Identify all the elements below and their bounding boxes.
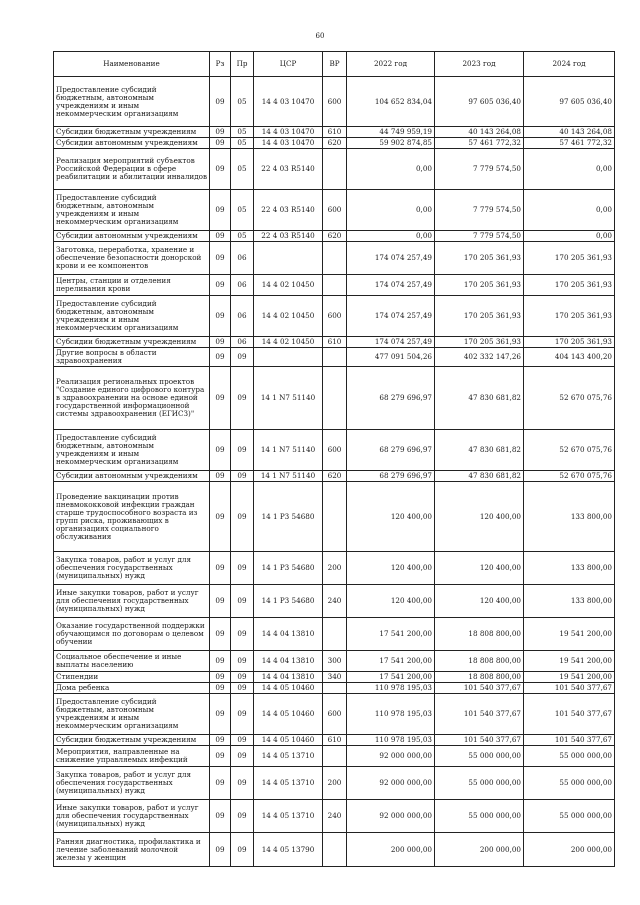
cell-2024: 40 143 264,08 xyxy=(524,127,615,138)
cell-2024: 19 541 200,00 xyxy=(524,651,615,672)
cell-expense-type: 240 xyxy=(323,800,347,833)
cell-target-article: 14 4 05 10460 xyxy=(254,683,323,694)
cell-2023: 47 830 681,82 xyxy=(435,471,524,482)
cell-2024: 19 541 200,00 xyxy=(524,618,615,651)
cell-expense-type: 240 xyxy=(323,585,347,618)
cell-section: 09 xyxy=(210,672,231,683)
cell-2022: 174 074 257,49 xyxy=(347,275,435,296)
cell-section: 09 xyxy=(210,767,231,800)
cell-subsection: 09 xyxy=(231,735,254,746)
cell-2022: 174 074 257,49 xyxy=(347,337,435,348)
cell-target-article xyxy=(254,242,323,275)
table-row xyxy=(54,242,615,275)
cell-section: 09 xyxy=(210,800,231,833)
cell-2023: 120 400,00 xyxy=(435,482,524,552)
cell-target-article: 14 4 05 13710 xyxy=(254,800,323,833)
table-row xyxy=(54,694,615,735)
cell-2023: 47 830 681,82 xyxy=(435,367,524,430)
cell-expense-type xyxy=(323,348,347,367)
cell-2024: 0,00 xyxy=(524,231,615,242)
cell-2023: 170 205 361,93 xyxy=(435,242,524,275)
cell-2023: 101 540 377,67 xyxy=(435,735,524,746)
cell-section: 09 xyxy=(210,149,231,190)
table-row xyxy=(54,149,615,190)
cell-2023: 7 779 574,50 xyxy=(435,231,524,242)
cell-2022: 92 000 000,00 xyxy=(347,800,435,833)
cell-target-article: 22 4 03 R5140 xyxy=(254,190,323,231)
cell-2024: 101 540 377,67 xyxy=(524,694,615,735)
cell-2024: 57 461 772,32 xyxy=(524,138,615,149)
cell-subsection: 09 xyxy=(231,367,254,430)
cell-subsection: 09 xyxy=(231,833,254,867)
cell-2022: 0,00 xyxy=(347,149,435,190)
cell-2022: 68 279 696,97 xyxy=(347,471,435,482)
cell-name: Реализация региональных проектов "Создание единого цифрового контура в здравоохранении на основе единой государственной информационной системы здравоохранения (ЕГИСЗ)" xyxy=(54,367,210,430)
cell-2024: 55 000 000,00 xyxy=(524,800,615,833)
cell-target-article: 14 4 04 13810 xyxy=(254,618,323,651)
cell-target-article: 14 4 04 13810 xyxy=(254,651,323,672)
cell-subsection: 09 xyxy=(231,430,254,471)
cell-subsection: 06 xyxy=(231,337,254,348)
cell-section: 09 xyxy=(210,430,231,471)
cell-name: Субсидии автономным учреждениям xyxy=(54,138,210,149)
cell-expense-type: 620 xyxy=(323,138,347,149)
cell-name: Закупка товаров, работ и услуг для обеспечения государственных (муниципальных) нужд xyxy=(54,767,210,800)
budget-table xyxy=(53,51,615,867)
cell-target-article xyxy=(254,348,323,367)
cell-2022: 200 000,00 xyxy=(347,833,435,867)
cell-subsection: 09 xyxy=(231,618,254,651)
cell-2024: 170 205 361,93 xyxy=(524,242,615,275)
cell-section: 09 xyxy=(210,138,231,149)
cell-2024: 170 205 361,93 xyxy=(524,296,615,337)
cell-subsection: 06 xyxy=(231,275,254,296)
cell-name: Стипендии xyxy=(54,672,210,683)
cell-2023: 18 808 800,00 xyxy=(435,672,524,683)
cell-expense-type: 340 xyxy=(323,672,347,683)
cell-expense-type: 200 xyxy=(323,767,347,800)
column-header-year-2023: 2023 год xyxy=(435,52,524,77)
cell-name: Иные закупки товаров, работ и услуг для обеспечения государственных (муниципальных) нужд xyxy=(54,585,210,618)
table-row xyxy=(54,683,615,694)
cell-expense-type xyxy=(323,149,347,190)
cell-name: Дома ребенка xyxy=(54,683,210,694)
cell-section: 09 xyxy=(210,618,231,651)
table-row xyxy=(54,296,615,337)
table-row xyxy=(54,337,615,348)
column-header-year-2022: 2022 год xyxy=(347,52,435,77)
cell-2022: 44 749 959,19 xyxy=(347,127,435,138)
cell-subsection: 05 xyxy=(231,231,254,242)
cell-section: 09 xyxy=(210,275,231,296)
cell-section: 09 xyxy=(210,552,231,585)
cell-target-article: 14 4 02 10450 xyxy=(254,296,323,337)
cell-subsection: 09 xyxy=(231,651,254,672)
cell-2024: 19 541 200,00 xyxy=(524,672,615,683)
cell-name: Субсидии бюджетным учреждениям xyxy=(54,127,210,138)
cell-section: 09 xyxy=(210,127,231,138)
column-header-subsection: Пр xyxy=(231,52,254,77)
cell-target-article: 14 4 03 10470 xyxy=(254,77,323,127)
table-row xyxy=(54,767,615,800)
cell-2022: 92 000 000,00 xyxy=(347,746,435,767)
cell-expense-type xyxy=(323,833,347,867)
cell-expense-type: 300 xyxy=(323,651,347,672)
table-row xyxy=(54,735,615,746)
table-row xyxy=(54,672,615,683)
cell-target-article: 14 4 05 13790 xyxy=(254,833,323,867)
cell-subsection: 09 xyxy=(231,482,254,552)
cell-subsection: 09 xyxy=(231,552,254,585)
cell-subsection: 05 xyxy=(231,138,254,149)
cell-2023: 40 143 264,08 xyxy=(435,127,524,138)
cell-2023: 55 000 000,00 xyxy=(435,746,524,767)
cell-2024: 52 670 075,76 xyxy=(524,471,615,482)
cell-2024: 55 000 000,00 xyxy=(524,767,615,800)
table-row xyxy=(54,367,615,430)
cell-name: Оказание государственной поддержки обучающимся по договорам о целевом обучении xyxy=(54,618,210,651)
cell-name: Предоставление субсидий бюджетным, автономным учреждениям и иным некоммерческим организациям xyxy=(54,694,210,735)
cell-2024: 170 205 361,93 xyxy=(524,337,615,348)
cell-expense-type: 600 xyxy=(323,296,347,337)
cell-2022: 174 074 257,49 xyxy=(347,296,435,337)
table-row xyxy=(54,430,615,471)
table-row xyxy=(54,746,615,767)
table-row xyxy=(54,833,615,867)
cell-target-article: 22 4 03 R5140 xyxy=(254,231,323,242)
cell-expense-type: 610 xyxy=(323,337,347,348)
cell-section: 09 xyxy=(210,348,231,367)
cell-section: 09 xyxy=(210,735,231,746)
cell-2023: 120 400,00 xyxy=(435,552,524,585)
cell-2024: 170 205 361,93 xyxy=(524,275,615,296)
table-row xyxy=(54,190,615,231)
table-row xyxy=(54,482,615,552)
cell-expense-type: 200 xyxy=(323,552,347,585)
cell-2022: 68 279 696,97 xyxy=(347,430,435,471)
cell-2022: 477 091 504,26 xyxy=(347,348,435,367)
cell-2023: 200 000,00 xyxy=(435,833,524,867)
cell-name: Закупка товаров, работ и услуг для обеспечения государственных (муниципальных) нужд xyxy=(54,552,210,585)
cell-expense-type: 600 xyxy=(323,77,347,127)
cell-2022: 120 400,00 xyxy=(347,482,435,552)
cell-expense-type: 610 xyxy=(323,127,347,138)
cell-name: Центры, станции и отделения переливания крови xyxy=(54,275,210,296)
cell-subsection: 09 xyxy=(231,694,254,735)
cell-expense-type xyxy=(323,275,347,296)
cell-target-article: 14 4 04 13810 xyxy=(254,672,323,683)
cell-expense-type xyxy=(323,367,347,430)
cell-2022: 110 978 195,03 xyxy=(347,683,435,694)
cell-2024: 101 540 377,67 xyxy=(524,683,615,694)
cell-2024: 200 000,00 xyxy=(524,833,615,867)
cell-name: Предоставление субсидий бюджетным, автономным учреждениям и иным некоммерческим организациям xyxy=(54,77,210,127)
cell-subsection: 09 xyxy=(231,585,254,618)
column-header-year-2024: 2024 год xyxy=(524,52,615,77)
cell-subsection: 09 xyxy=(231,348,254,367)
cell-expense-type: 620 xyxy=(323,231,347,242)
cell-expense-type xyxy=(323,482,347,552)
cell-name: Социальное обеспечение и иные выплаты населению xyxy=(54,651,210,672)
cell-2024: 52 670 075,76 xyxy=(524,367,615,430)
cell-2023: 55 000 000,00 xyxy=(435,767,524,800)
cell-name: Заготовка, переработка, хранение и обеспечение безопасности донорской крови и ее компонентов xyxy=(54,242,210,275)
cell-2022: 59 902 874,85 xyxy=(347,138,435,149)
cell-2023: 101 540 377,67 xyxy=(435,694,524,735)
cell-2022: 104 652 834,04 xyxy=(347,77,435,127)
table-row xyxy=(54,127,615,138)
cell-2024: 101 540 377,67 xyxy=(524,735,615,746)
table-row xyxy=(54,231,615,242)
cell-2024: 133 800,00 xyxy=(524,482,615,552)
cell-section: 09 xyxy=(210,833,231,867)
cell-target-article: 14 4 02 10450 xyxy=(254,337,323,348)
cell-expense-type: 600 xyxy=(323,430,347,471)
cell-2022: 17 541 200,00 xyxy=(347,618,435,651)
cell-section: 09 xyxy=(210,242,231,275)
cell-2022: 17 541 200,00 xyxy=(347,651,435,672)
table-row xyxy=(54,471,615,482)
cell-expense-type: 620 xyxy=(323,471,347,482)
table-row xyxy=(54,552,615,585)
cell-section: 09 xyxy=(210,77,231,127)
table-header-row xyxy=(54,52,615,77)
cell-section: 09 xyxy=(210,471,231,482)
table-body xyxy=(54,77,615,867)
cell-target-article: 14 1 P3 54680 xyxy=(254,552,323,585)
cell-2024: 0,00 xyxy=(524,149,615,190)
table-row xyxy=(54,618,615,651)
column-header-target-article: ЦСР xyxy=(254,52,323,77)
cell-section: 09 xyxy=(210,231,231,242)
cell-section: 09 xyxy=(210,190,231,231)
cell-target-article: 14 4 02 10450 xyxy=(254,275,323,296)
cell-subsection: 09 xyxy=(231,746,254,767)
cell-section: 09 xyxy=(210,651,231,672)
cell-2024: 52 670 075,76 xyxy=(524,430,615,471)
cell-expense-type xyxy=(323,746,347,767)
cell-name: Другие вопросы в области здравоохранения xyxy=(54,348,210,367)
cell-section: 09 xyxy=(210,746,231,767)
cell-2024: 133 800,00 xyxy=(524,585,615,618)
cell-section: 09 xyxy=(210,694,231,735)
cell-2024: 133 800,00 xyxy=(524,552,615,585)
cell-expense-type xyxy=(323,242,347,275)
cell-target-article: 14 1 P3 54680 xyxy=(254,585,323,618)
cell-2024: 0,00 xyxy=(524,190,615,231)
cell-2024: 404 143 400,20 xyxy=(524,348,615,367)
cell-subsection: 09 xyxy=(231,672,254,683)
cell-subsection: 09 xyxy=(231,471,254,482)
cell-subsection: 06 xyxy=(231,242,254,275)
cell-target-article: 14 1 P3 54680 xyxy=(254,482,323,552)
cell-target-article: 14 4 05 13710 xyxy=(254,746,323,767)
cell-subsection: 09 xyxy=(231,767,254,800)
table-row xyxy=(54,651,615,672)
cell-subsection: 06 xyxy=(231,296,254,337)
cell-2022: 17 541 200,00 xyxy=(347,672,435,683)
page-number: 60 xyxy=(315,32,325,40)
cell-2022: 110 978 195,03 xyxy=(347,694,435,735)
cell-target-article: 14 1 N7 51140 xyxy=(254,367,323,430)
table-row xyxy=(54,275,615,296)
cell-expense-type xyxy=(323,618,347,651)
cell-name: Субсидии бюджетным учреждениям xyxy=(54,735,210,746)
cell-subsection: 05 xyxy=(231,190,254,231)
cell-section: 09 xyxy=(210,337,231,348)
cell-2023: 7 779 574,50 xyxy=(435,190,524,231)
cell-name: Мероприятия, направленные на снижение управляемых инфекций xyxy=(54,746,210,767)
cell-name: Проведение вакцинации против пневмококковой инфекции граждан старше трудоспособного возраста из групп риска, проживающих в организациях социального обслуживания xyxy=(54,482,210,552)
cell-2024: 55 000 000,00 xyxy=(524,746,615,767)
cell-target-article: 22 4 03 R5140 xyxy=(254,149,323,190)
cell-2023: 170 205 361,93 xyxy=(435,337,524,348)
cell-expense-type: 610 xyxy=(323,735,347,746)
cell-name: Реализация мероприятий субъектов Российской Федерации в сфере реабилитации и абилитации инвалидов xyxy=(54,149,210,190)
cell-2022: 120 400,00 xyxy=(347,552,435,585)
cell-section: 09 xyxy=(210,683,231,694)
cell-2022: 92 000 000,00 xyxy=(347,767,435,800)
cell-expense-type xyxy=(323,683,347,694)
table-row xyxy=(54,348,615,367)
cell-2023: 402 332 147,26 xyxy=(435,348,524,367)
cell-subsection: 05 xyxy=(231,127,254,138)
table-row xyxy=(54,585,615,618)
column-header-expense-type: ВР xyxy=(323,52,347,77)
cell-2022: 0,00 xyxy=(347,190,435,231)
cell-2023: 18 808 800,00 xyxy=(435,618,524,651)
cell-name: Ранняя диагностика, профилактика и лечение заболеваний молочной железы у женщин xyxy=(54,833,210,867)
table-row xyxy=(54,138,615,149)
cell-name: Иные закупки товаров, работ и услуг для обеспечения государственных (муниципальных) нужд xyxy=(54,800,210,833)
column-header-name: Наименование xyxy=(54,52,210,77)
cell-2023: 97 605 036,40 xyxy=(435,77,524,127)
cell-subsection: 09 xyxy=(231,800,254,833)
cell-target-article: 14 1 N7 51140 xyxy=(254,430,323,471)
cell-target-article: 14 4 03 10470 xyxy=(254,138,323,149)
cell-2023: 55 000 000,00 xyxy=(435,800,524,833)
cell-target-article: 14 4 05 10460 xyxy=(254,735,323,746)
cell-2023: 170 205 361,93 xyxy=(435,275,524,296)
cell-name: Субсидии бюджетным учреждениям xyxy=(54,337,210,348)
cell-2022: 174 074 257,49 xyxy=(347,242,435,275)
cell-name: Предоставление субсидий бюджетным, автономным учреждениям и иным некоммерческим организациям xyxy=(54,296,210,337)
cell-2022: 110 978 195,03 xyxy=(347,735,435,746)
cell-subsection: 05 xyxy=(231,149,254,190)
cell-target-article: 14 4 05 10460 xyxy=(254,694,323,735)
cell-subsection: 05 xyxy=(231,77,254,127)
column-header-section: Рз xyxy=(210,52,231,77)
cell-name: Субсидии автономным учреждениям xyxy=(54,471,210,482)
cell-section: 09 xyxy=(210,367,231,430)
cell-expense-type: 600 xyxy=(323,190,347,231)
cell-2023: 7 779 574,50 xyxy=(435,149,524,190)
cell-expense-type: 600 xyxy=(323,694,347,735)
cell-2023: 47 830 681,82 xyxy=(435,430,524,471)
cell-2024: 97 605 036,40 xyxy=(524,77,615,127)
cell-target-article: 14 4 03 10470 xyxy=(254,127,323,138)
cell-2023: 57 461 772,32 xyxy=(435,138,524,149)
cell-2022: 68 279 696,97 xyxy=(347,367,435,430)
cell-name: Предоставление субсидий бюджетным, автономным учреждениям и иным некоммерческим организациям xyxy=(54,190,210,231)
cell-section: 09 xyxy=(210,585,231,618)
cell-2023: 120 400,00 xyxy=(435,585,524,618)
cell-2022: 0,00 xyxy=(347,231,435,242)
cell-target-article: 14 4 05 13710 xyxy=(254,767,323,800)
cell-2023: 170 205 361,93 xyxy=(435,296,524,337)
cell-name: Субсидии автономным учреждениям xyxy=(54,231,210,242)
table-row xyxy=(54,800,615,833)
cell-section: 09 xyxy=(210,296,231,337)
cell-section: 09 xyxy=(210,482,231,552)
cell-subsection: 09 xyxy=(231,683,254,694)
cell-name: Предоставление субсидий бюджетным, автономным учреждениям и иным некоммерческим организациям xyxy=(54,430,210,471)
cell-target-article: 14 1 N7 51140 xyxy=(254,471,323,482)
cell-2023: 101 540 377,67 xyxy=(435,683,524,694)
cell-2023: 18 808 800,00 xyxy=(435,651,524,672)
cell-2022: 120 400,00 xyxy=(347,585,435,618)
table-row xyxy=(54,77,615,127)
